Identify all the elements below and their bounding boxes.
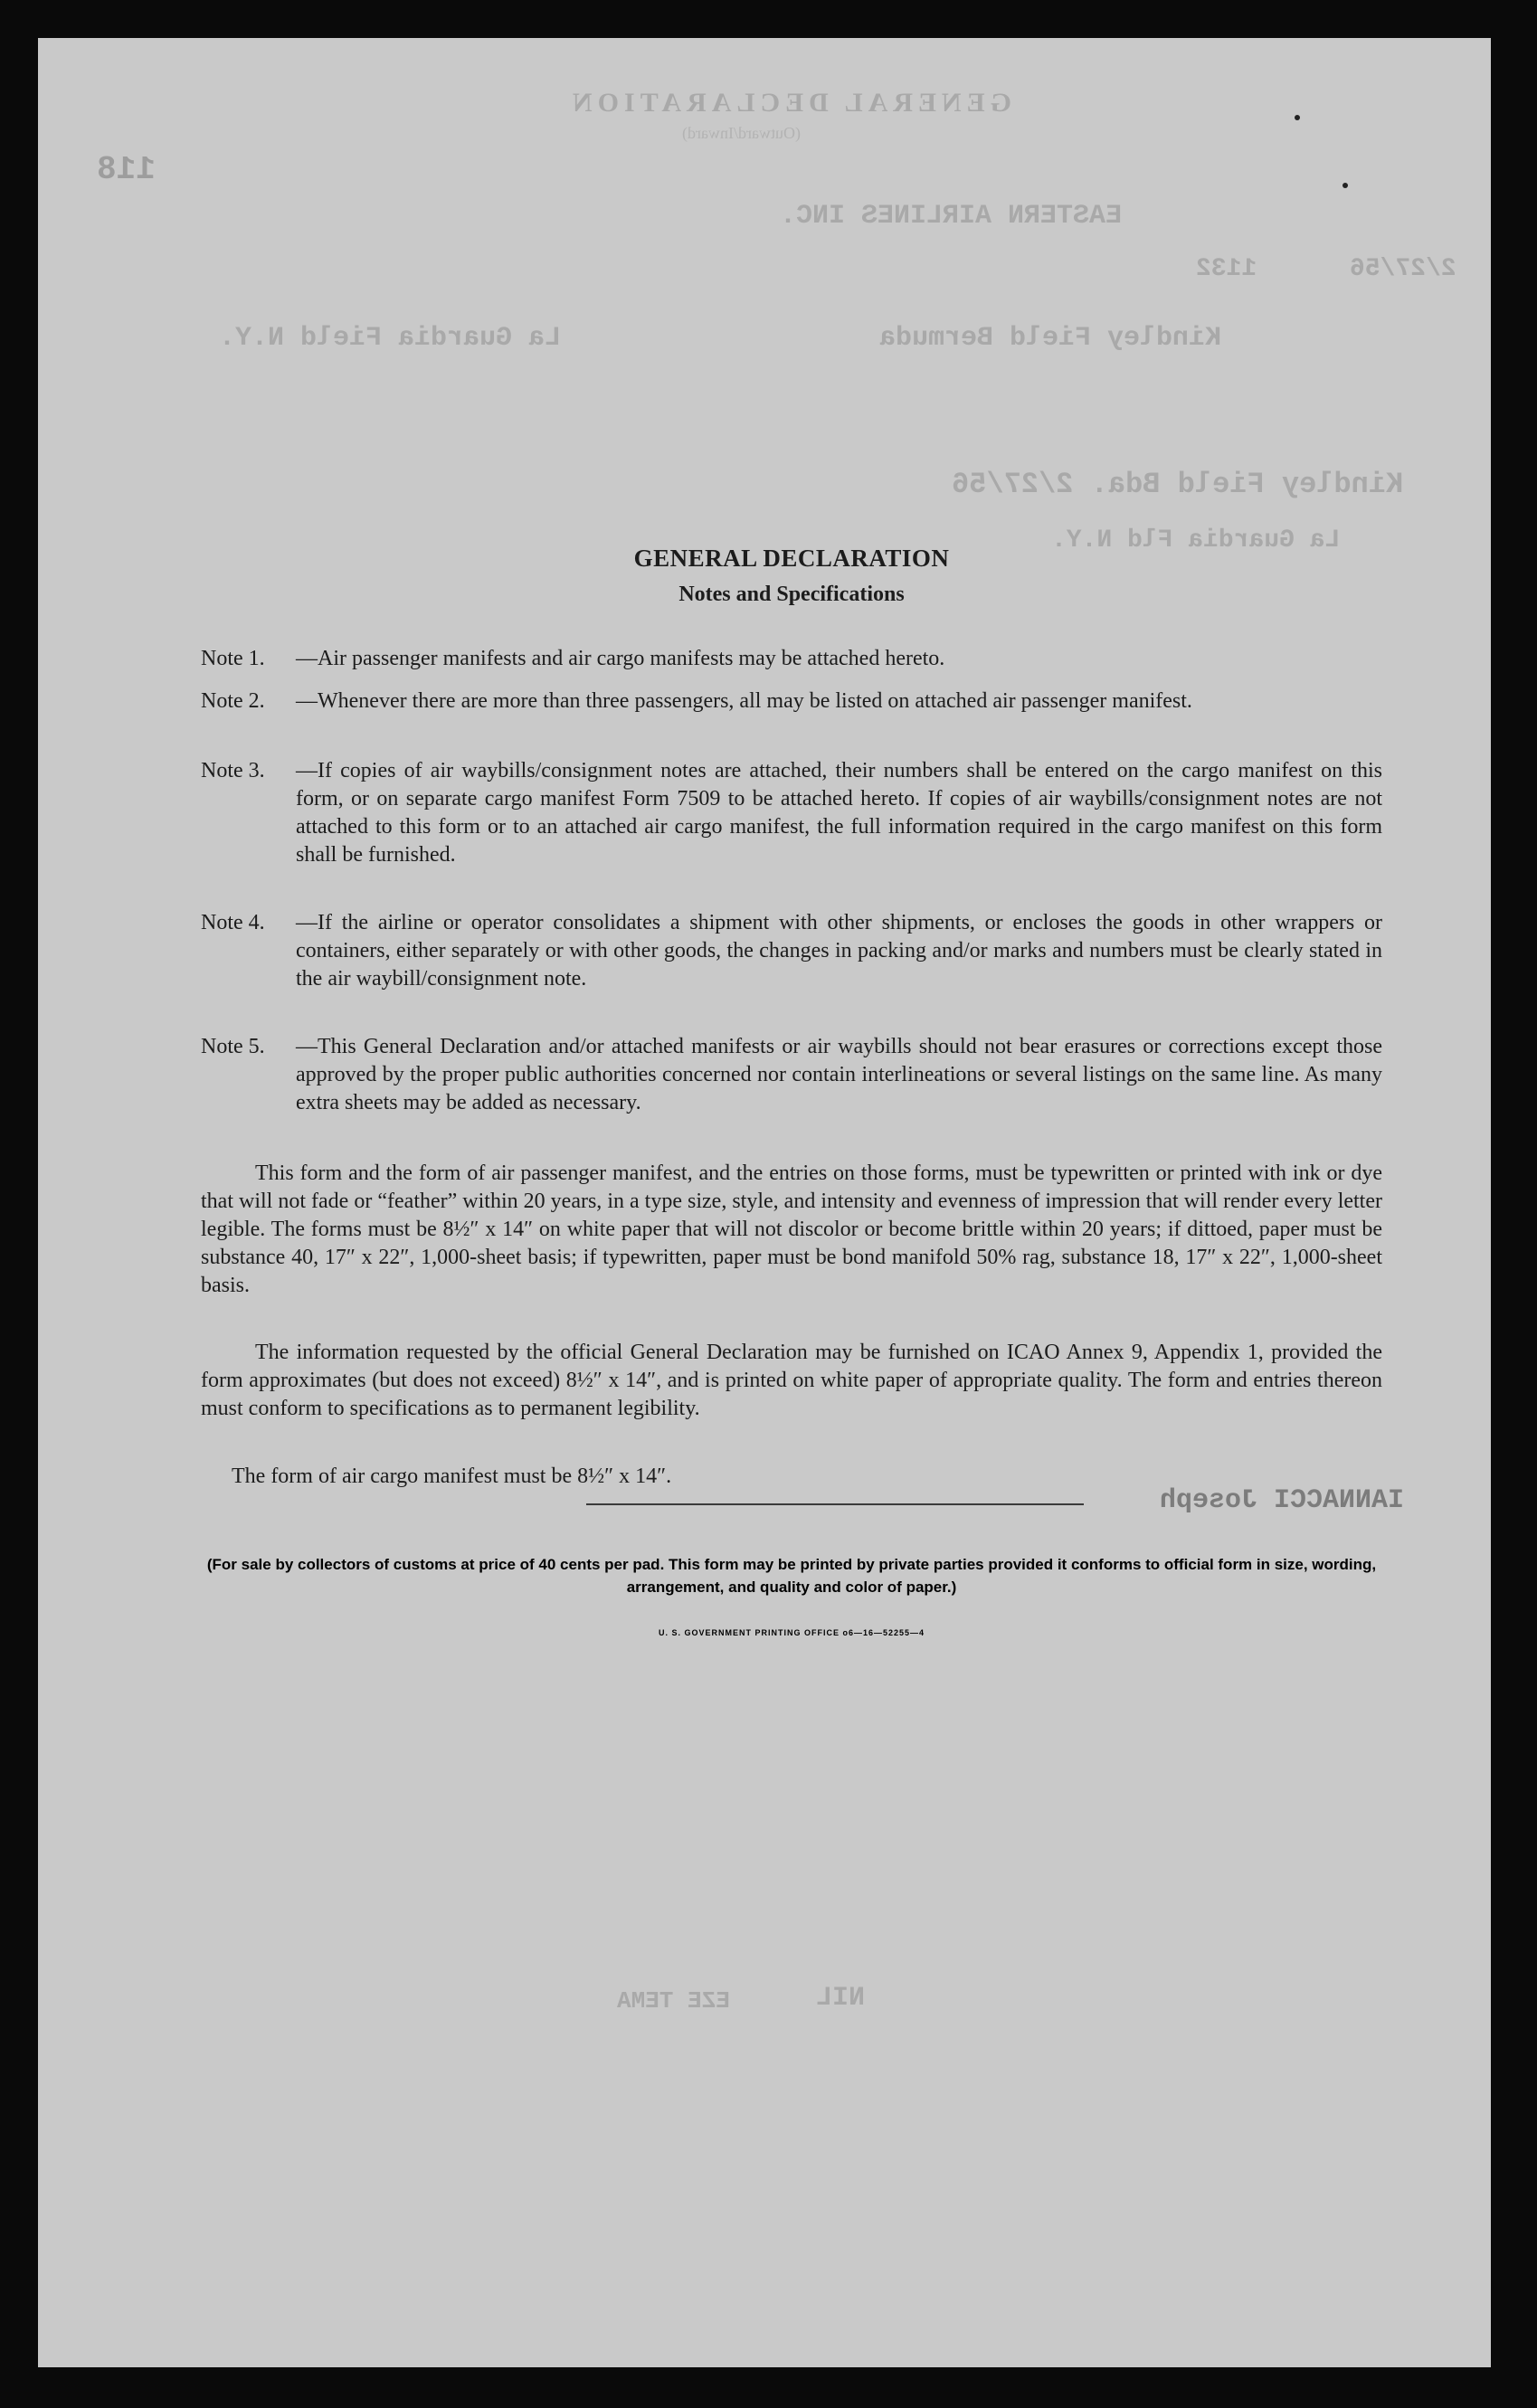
note-text: —Air passenger manifests and air cargo manifests may be attached hereto. (296, 647, 945, 670)
bleed-arrival: La Guardia Field N.Y. (219, 323, 562, 354)
note-text: —If copies of air waybills/consignment notes are attached, their numbers shall be entered on the cargo manifest on this form, or on separate cargo manifest Form 7509 to be attached hereto. If copies of air waybills/consignment notes are not attached to this form or to an attached air cargo manifest, the full information required in the cargo manifest on this form shall be furnished. (296, 759, 1382, 867)
bleed-sub: (Outward/Inward) (682, 124, 801, 142)
bleed-airline: EASTERN AIRLINES INC. (780, 201, 1123, 232)
bleed-page-number: 118 (97, 151, 156, 188)
note-text: —This General Declaration and/or attached manifests or air waybills should not bear erasures or corrections except those approved by the proper public authorities concerned nor contain interlineations or several listings on the same line. As many extra sheets may be added as necessary. (296, 1035, 1382, 1114)
paragraph-paper-specs: This form and the form of air passenger manifest, and the entries on those forms, must be typewritten or printed with ink or dye that will not fade or “feather” within 20 years, in a type size, style, and intensity and evenness of impression that will render every letter legible. The forms must be 8½″ x 14″ on white paper that will not discolor or become brittle within 20 years; if dittoed, paper must be substance 40, 17″ x 22″, 1,000-sheet basis; if typewritten, paper must be bond manifold 50% rag, substance 18, 17″ x 22″, 1,000-sheet basis. (201, 1161, 1382, 1297)
bleed-cargo: NIL (816, 1983, 866, 2014)
speck-mark (1343, 183, 1348, 188)
page-title: GENERAL DECLARATION (633, 545, 950, 572)
bleed-heading: GENERAL DECLARATION (567, 88, 1012, 118)
document-page (38, 38, 1491, 2367)
signature-rule (586, 1503, 1084, 1505)
bleed-departure: Kindley Field Bermuda (879, 323, 1222, 354)
paragraph-icao: The information requested by the official General Declaration may be furnished on ICAO Annex 9, Appendix 1, provided the form approximates (but does not exceed) 8½″ x 14″, and is printed on white paper of appropriate quality. The form and entries thereon must conform to specifications as to permanent legibility. (201, 1341, 1382, 1420)
note-label: Note 3. (201, 759, 265, 782)
note-label: Note 2. (201, 689, 265, 713)
paragraph-cargo-size: The form of air cargo manifest must be 8½″ x 14″. (232, 1465, 672, 1488)
note-1 (201, 645, 1382, 673)
note-label: Note 4. (201, 911, 265, 934)
note-text: —Whenever there are more than three passengers, all may be listed on attached air passenger manifest. (296, 689, 1192, 713)
page-subtitle: Notes and Specifications (678, 583, 905, 606)
note-5 (201, 1033, 1382, 1117)
note-label: Note 1. (201, 647, 265, 670)
footer-sale-note: (For sale by collectors of customs at price of 40 cents per pad. This form may be printed by private parties provided it conforms to official form in size, wording, arrangement, and quality and color of paper.) (206, 1556, 1377, 1596)
bleed-name-entry: IANNACCI Joseph (1160, 1485, 1405, 1516)
note-3 (201, 757, 1382, 869)
bleed-fragment: EZE TEMA (617, 1987, 730, 2015)
speck-mark (1295, 115, 1300, 120)
bleed-route-2: La Guardia Fld N.Y. (1051, 526, 1341, 555)
note-label: Note 5. (201, 1035, 265, 1058)
note-4 (201, 909, 1382, 993)
bleed-flight: 1132 (1196, 255, 1257, 283)
note-2 (201, 687, 1382, 716)
note-text: —If the airline or operator consolidates a shipment with other shipments, or encloses the goods in other wrappers or containers, either separately or with other goods, the changes in packing and/or marks and numbers must be clearly stated in the air waybill/consignment note. (296, 911, 1382, 991)
bleed-route-1: Kindley Field Bda. 2/27/56 (952, 468, 1404, 501)
bleed-date: 2/27/56 (1350, 255, 1456, 283)
printing-office-line: U. S. GOVERNMENT PRINTING OFFICE o6—16—52255—4 (658, 1628, 925, 1637)
